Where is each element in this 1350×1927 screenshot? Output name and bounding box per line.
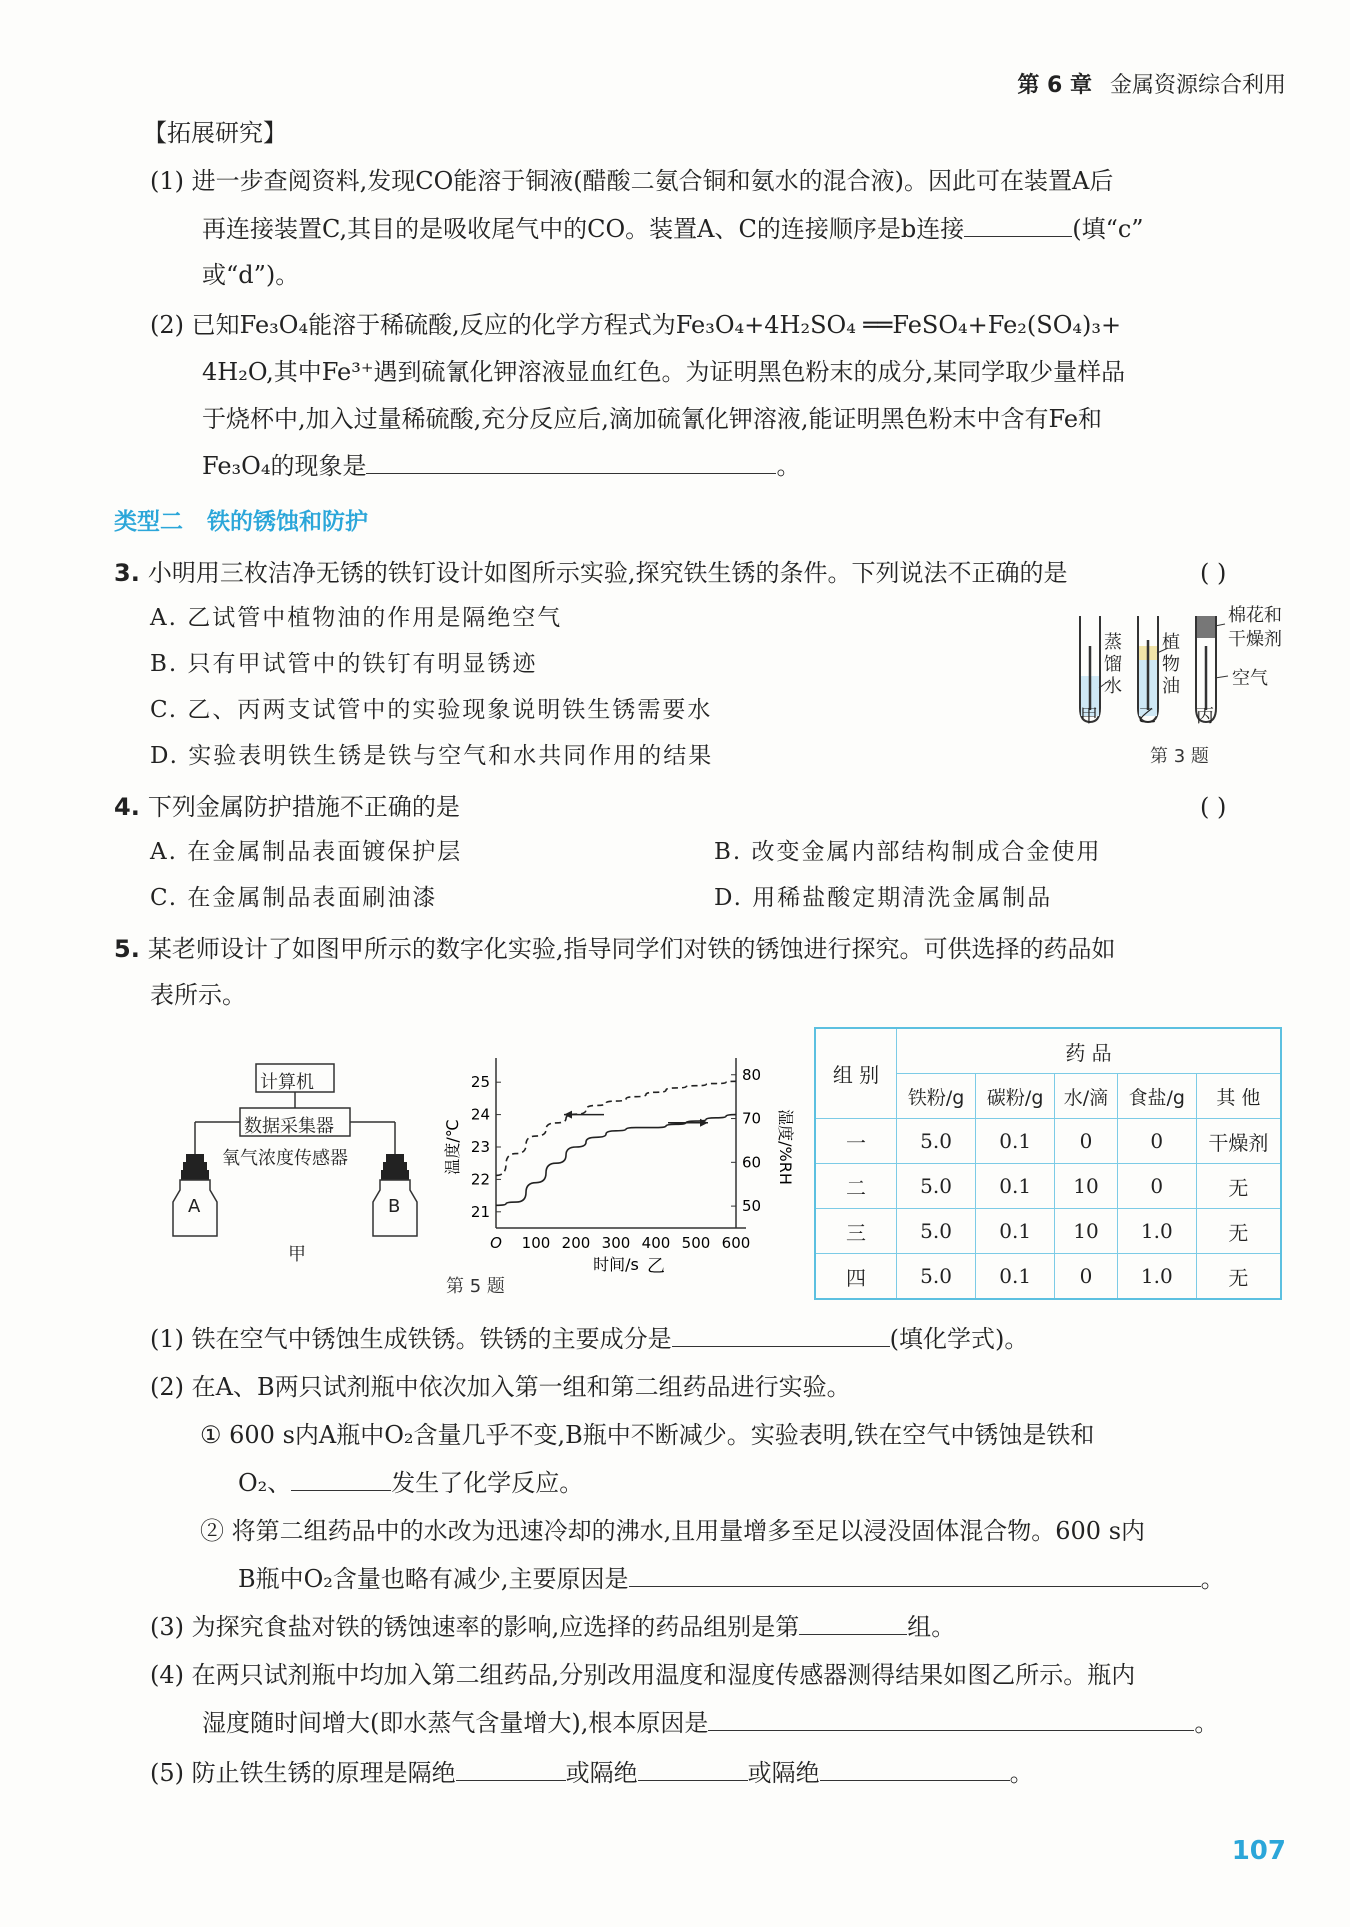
answer-blank-isolate-3[interactable]: [820, 1756, 1010, 1781]
col-header-salt: 食盐/g: [1117, 1074, 1196, 1119]
ext-q1-line2-tail: (填“c”: [1072, 215, 1144, 243]
ext-q1-line1: (1) 进一步查阅资料,发现CO能溶于铜液(醋酸二氨合铜和氨水的混合液)。因此可在装置A后: [150, 167, 1114, 195]
q5-s5: [150, 1756, 1034, 1790]
answer-blank-phenomenon[interactable]: [366, 449, 776, 474]
table-cell: 10: [1055, 1164, 1118, 1209]
table-cell: 0.1: [976, 1164, 1055, 1209]
q5-text: 某老师设计了如图甲所示的数字化实验,指导同学们对铁的锈蚀进行探究。可供选择的药品如: [147, 935, 1116, 963]
ext-q2-line2: 4H₂O,其中Fe³⁺遇到硫氰化钾溶液显血红色。为证明黑色粉末的成分,某同学取少量样品: [202, 358, 1126, 386]
table-cell: 5.0: [897, 1119, 976, 1164]
q5-s2-2-line1: ② 将第二组药品中的水改为迅速冷却的沸水,且用量增多至足以浸没固体混合物。600 s内: [200, 1517, 1146, 1545]
q5-s2-1-line1: ① 600 s内A瓶中O₂含量几乎不变,B瓶中不断减少。实验表明,铁在空气中锈蚀是铁和: [200, 1421, 1095, 1449]
chapter-title: 金属资源综合利用: [1109, 73, 1286, 98]
q4-answer-paren[interactable]: ( ): [1200, 793, 1227, 821]
table-header-group: 组 别: [815, 1028, 897, 1119]
q5-s2-2-period: 。: [1200, 1565, 1225, 1593]
col-header-carbon: 碳粉/g: [976, 1074, 1055, 1119]
q5-number: 5.: [114, 935, 140, 963]
q5-s4-lead: 湿度随时间增大(即水蒸气含量增大),根本原因是: [202, 1709, 709, 1737]
table-cell: 干燥剂: [1196, 1119, 1281, 1164]
table-cell: 0.1: [976, 1119, 1055, 1164]
q3-option-d[interactable]: D. 实验表明铁生锈是铁与空气和水共同作用的结果: [150, 743, 714, 769]
answer-blank-connect[interactable]: [964, 212, 1072, 237]
q5-figure-caption: 第 5 题: [446, 1276, 505, 1297]
table-cell: 无: [1196, 1164, 1281, 1209]
answer-blank-root-cause[interactable]: [708, 1706, 1194, 1731]
tube1-label: 蒸馏水: [1104, 632, 1122, 697]
humidity-series-line: [496, 1081, 736, 1175]
table-cell: 0.1: [976, 1209, 1055, 1254]
q5-s4-line2: [202, 1706, 1218, 1740]
y2-tick-label: 50: [742, 1197, 762, 1216]
computer-label: 计算机: [260, 1072, 314, 1093]
arrow-head-right: [700, 1119, 708, 1127]
answer-blank-reason[interactable]: [629, 1562, 1201, 1587]
q3-option-a[interactable]: A. 乙试管中植物油的作用是隔绝空气: [150, 605, 563, 631]
table-row: [815, 1254, 1281, 1300]
ext-q2-line4-text: Fe₃O₄的现象是: [202, 452, 367, 480]
q5-s4-line1: (4) 在两只试剂瓶中均加入第二组药品,分别改用温度和湿度传感器测得结果如图乙所示。瓶内: [150, 1661, 1136, 1689]
q4-number: 4.: [114, 793, 140, 821]
col-header-iron: 铁粉/g: [897, 1074, 976, 1119]
x-tick-label: 400: [641, 1234, 671, 1252]
extension-title: 【拓展研究】: [143, 119, 287, 147]
table-cell: 0.1: [976, 1254, 1055, 1300]
y-tick-label: 21: [470, 1202, 490, 1221]
q5-s2-2-lead: B瓶中O₂含量也略有减少,主要原因是: [238, 1565, 629, 1593]
q5-s4-period: 。: [1194, 1709, 1219, 1737]
q5-s2-1-lead: O₂、: [238, 1469, 292, 1497]
table-cell: 1.0: [1117, 1209, 1196, 1254]
tube3-label-line2: 干燥剂: [1228, 629, 1282, 650]
x-tick-label: 600: [721, 1234, 751, 1252]
q4-option-a[interactable]: A. 在金属制品表面镀保护层: [150, 839, 463, 865]
arrow-head-left: [564, 1111, 572, 1119]
q5-s1-text: (1) 铁在空气中锈蚀生成铁锈。铁锈的主要成分是: [150, 1325, 672, 1353]
q3-figure-caption: 第 3 题: [1150, 746, 1209, 767]
answer-blank-isolate-1[interactable]: [456, 1756, 566, 1781]
table-cell: 1.0: [1117, 1254, 1196, 1300]
q5-s2-1-tail: 发生了化学反应。: [391, 1469, 584, 1497]
table-cell: 无: [1196, 1209, 1281, 1254]
q5-s3-tail: 组。: [907, 1613, 956, 1641]
x-tick-label: 100: [521, 1234, 551, 1252]
q4-option-b[interactable]: B. 改变金属内部结构制成合金使用: [714, 839, 1102, 865]
table-cell: 一: [815, 1119, 897, 1164]
temperature-humidity-chart: [440, 1044, 800, 1274]
y-tick-label: 23: [470, 1138, 490, 1156]
y2-tick-label: 80: [742, 1065, 762, 1084]
q3-option-b[interactable]: B. 只有甲试管中的铁钉有明显锈迹: [150, 651, 538, 677]
tube2-label: 植物油: [1162, 632, 1180, 697]
ext-q2-period: 。: [776, 452, 801, 480]
q5-s1-tail: (填化学式)。: [889, 1325, 1029, 1353]
x-tick-label: O: [490, 1234, 502, 1252]
table-cell: 二: [815, 1164, 897, 1209]
y2-tick-label: 60: [742, 1153, 762, 1172]
ext-q2-line3: 于烧杯中,加入过量稀硫酸,充分反应后,滴加硫氰化钾溶液,能证明黑色粉末中含有Fe和: [202, 405, 1103, 433]
q4-stem: [114, 790, 460, 824]
answer-blank-group[interactable]: [799, 1610, 907, 1635]
reagent-table: [814, 1027, 1282, 1300]
ext-q1-line2: [202, 212, 1144, 246]
q3-option-c[interactable]: C. 乙、丙两支试管中的实验现象说明铁生锈需要水: [150, 697, 713, 723]
answer-blank-isolate-2[interactable]: [638, 1756, 748, 1781]
page-header: [1017, 68, 1286, 99]
section-label: 类型二: [114, 509, 183, 535]
x-tick-label: 500: [681, 1234, 711, 1252]
q5-s3-text: (3) 为探究食盐对铁的锈蚀速率的影响,应选择的药品组别是第: [150, 1613, 800, 1641]
collector-label: 数据采集器: [244, 1116, 334, 1137]
table-cell: 5.0: [897, 1209, 976, 1254]
col-header-water: 水/滴: [1055, 1074, 1118, 1119]
table-row: [815, 1164, 1281, 1209]
x-tick-label: 200: [561, 1234, 591, 1252]
section-title: 铁的锈蚀和防护: [207, 509, 368, 535]
q3-answer-paren[interactable]: ( ): [1200, 559, 1227, 587]
q5-stem-line2: 表所示。: [150, 981, 246, 1009]
col-header-other: 其 他: [1196, 1074, 1281, 1119]
q5-s5-text: (5) 防止铁生锈的原理是隔绝: [150, 1759, 456, 1787]
table-cell: 5.0: [897, 1164, 976, 1209]
y-tick-label: 25: [470, 1073, 490, 1092]
table-cell: 四: [815, 1254, 897, 1300]
q5-s3: [150, 1610, 955, 1644]
page-number: 107: [1231, 1836, 1286, 1866]
q5-s2-1-line2: [238, 1466, 583, 1500]
q5-s5-or2: 或隔绝: [747, 1759, 820, 1787]
tube-jia-label: 甲: [1080, 706, 1098, 727]
sensor-label: 氧气浓度传感器: [222, 1148, 348, 1169]
y2-axis-label: 湿度/%RH: [776, 1109, 795, 1185]
q5-s5-period: 。: [1009, 1759, 1034, 1787]
answer-blank-rust-formula[interactable]: [672, 1322, 890, 1347]
table-cell: 10: [1055, 1209, 1118, 1254]
table-cell: 0: [1117, 1164, 1196, 1209]
table-cell: 5.0: [897, 1254, 976, 1300]
table-cell: 0: [1055, 1254, 1118, 1300]
q5-s2: (2) 在A、B两只试剂瓶中依次加入第一组和第二组药品进行实验。: [150, 1373, 851, 1401]
answer-blank-reactant[interactable]: [291, 1466, 391, 1491]
q4-option-c[interactable]: C. 在金属制品表面刷油漆: [150, 885, 438, 911]
table-cell: 无: [1196, 1254, 1281, 1300]
bottle-a-label: A: [188, 1196, 201, 1217]
table-cell: 0: [1117, 1119, 1196, 1164]
air-label: 空气: [1232, 668, 1268, 689]
figure-jia-label: 甲: [288, 1244, 306, 1265]
y-tick-label: 24: [470, 1105, 490, 1124]
q5-s5-or1: 或隔绝: [565, 1759, 638, 1787]
chapter-number: 第 6 章: [1017, 73, 1092, 98]
table-row: [815, 1119, 1281, 1164]
y2-tick-label: 70: [742, 1109, 762, 1128]
q3-stem: [114, 556, 1067, 590]
y-tick-label: 22: [470, 1170, 490, 1189]
q3-number: 3.: [114, 559, 140, 587]
table-cell: 0: [1055, 1119, 1118, 1164]
ext-q1-line2-text: 再连接装置C,其目的是吸收尾气中的CO。装置A、C的连接顺序是b连接: [202, 215, 965, 243]
q4-text: 下列金属防护措施不正确的是: [147, 793, 460, 821]
q3-text: 小明用三枚洁净无锈的铁钉设计如图所示实验,探究铁生锈的条件。下列说法不正确的是: [147, 559, 1068, 587]
ext-q1-line3: 或“d”)。: [202, 261, 300, 289]
tube-bing-label: 丙: [1196, 706, 1214, 727]
tube3-label-line1: 棉花和: [1228, 605, 1282, 626]
q5-stem-line1: [114, 932, 1115, 966]
tube-yi-label: 乙: [1138, 706, 1156, 727]
q5-s2-2-line2: [238, 1562, 1225, 1596]
x-tick-label: 300: [601, 1234, 631, 1252]
q4-option-d[interactable]: D. 用稀盐酸定期清洗金属制品: [714, 885, 1053, 911]
figure-yi-label: 乙: [647, 1256, 665, 1274]
x-axis-label: 时间/s: [593, 1255, 639, 1274]
q5-s1: [150, 1322, 1028, 1356]
y-axis-label: 温度/℃: [443, 1119, 462, 1175]
table-row: [815, 1209, 1281, 1254]
temperature-series-line: [496, 1115, 736, 1206]
table-cell: 三: [815, 1209, 897, 1254]
section-heading: [114, 503, 368, 536]
ext-q2-line4: [202, 449, 800, 483]
bottle-b-label: B: [388, 1196, 401, 1217]
ext-q2-line1: (2) 已知Fe₃O₄能溶于稀硫酸,反应的化学方程式为Fe₃O₄+4H₂SO₄ ══FeSO₄+Fe₂(SO₄)₃+: [150, 311, 1122, 339]
table-header-drugs: 药 品: [897, 1028, 1282, 1074]
